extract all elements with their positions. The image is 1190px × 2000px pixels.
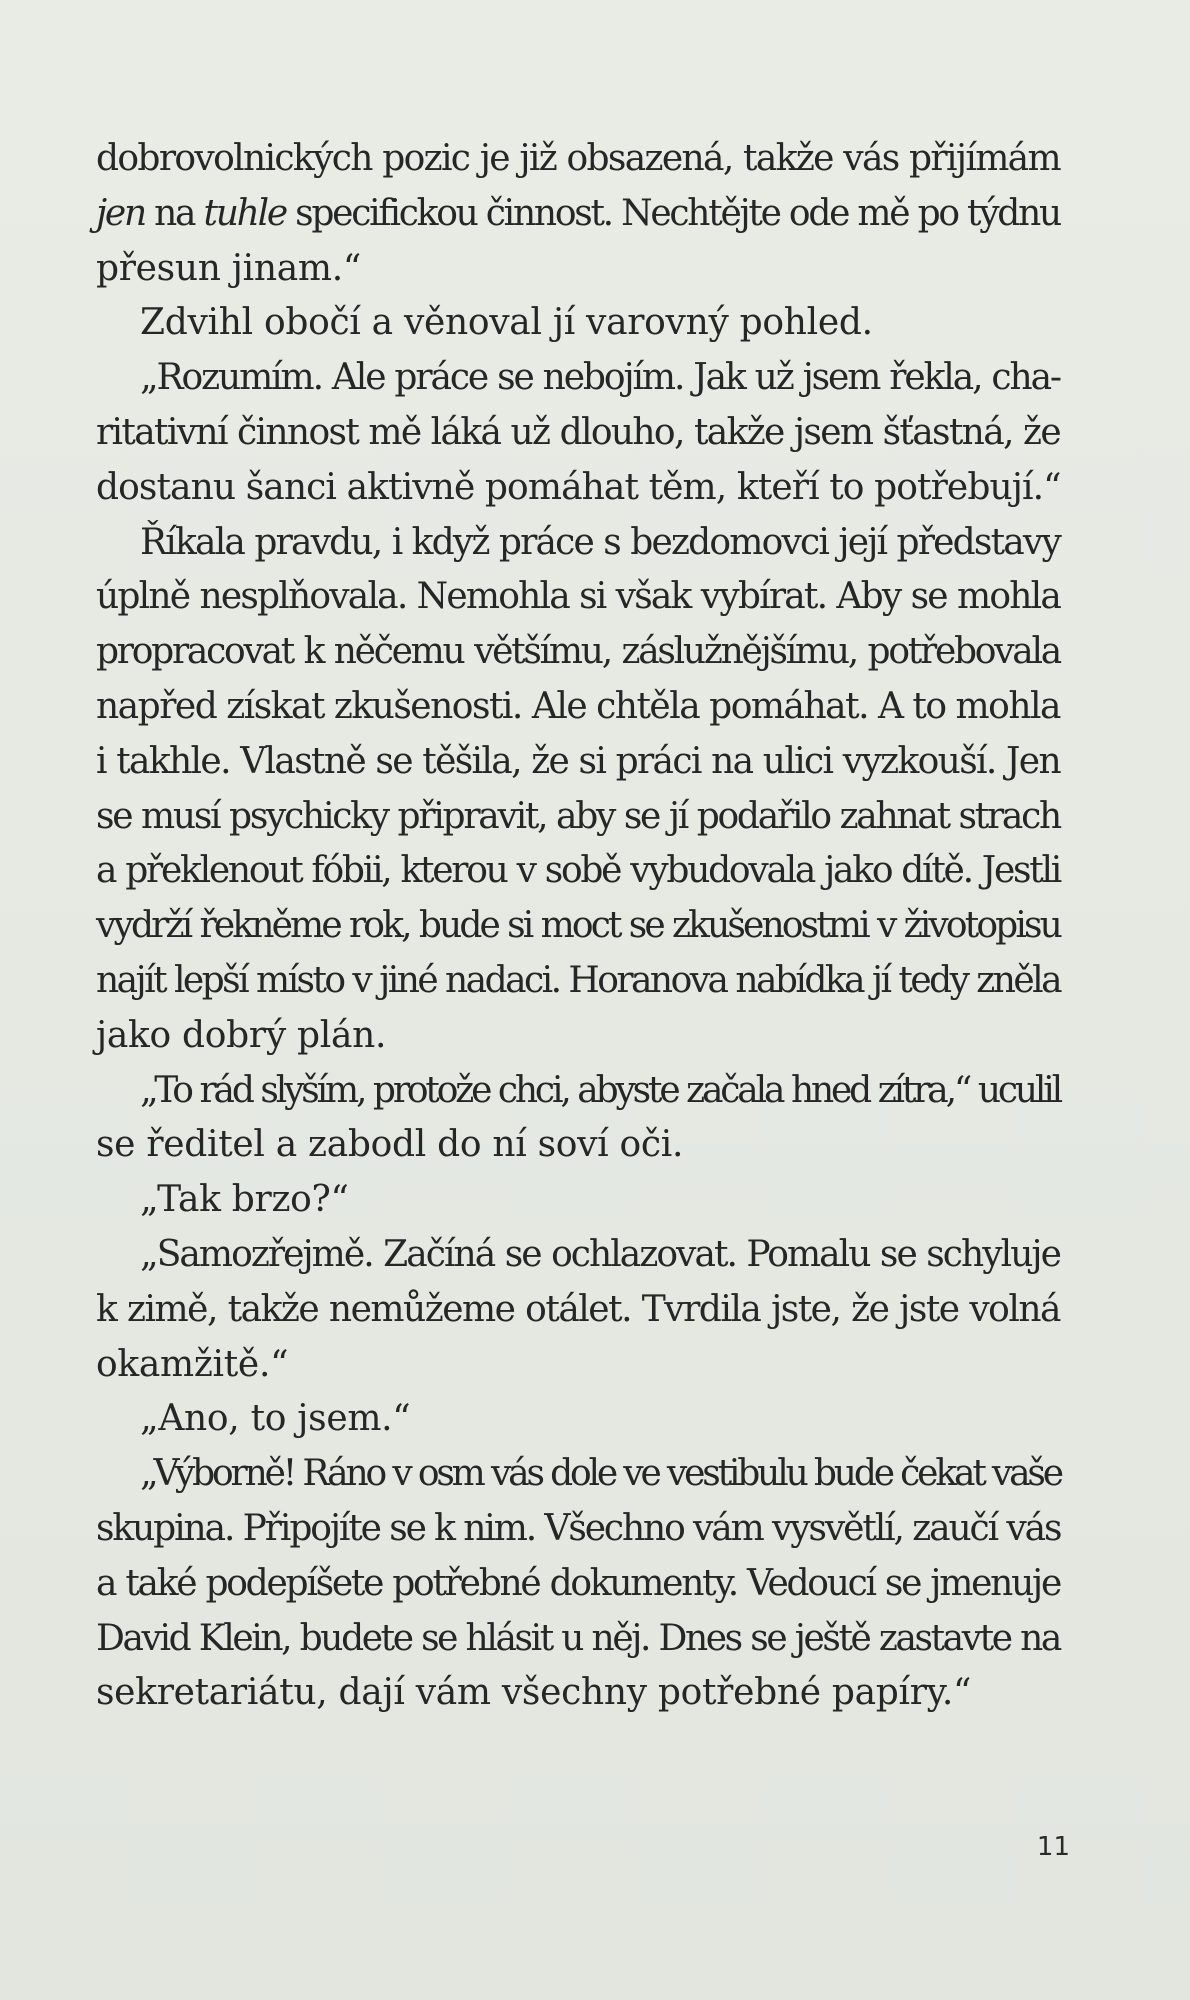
text-line: se ředitel a zabodl do ní soví oči. xyxy=(96,1124,684,1166)
text-line: David Klein, budete se hlásit u něj. Dnes se ještě zastavte na xyxy=(96,1617,1060,1659)
text-line: skupina. Připojíte se k nim. Všechno vám vysvětlí, zaučí vás xyxy=(96,1507,1061,1549)
text-line xyxy=(96,187,1060,242)
text-line: dostanu šanci aktivně pomáhat těm, kteří to potřebují.“ xyxy=(96,466,1061,508)
text-line: a překlenout fóbii, kterou v sobě vybudovala jako dítě. Jestli xyxy=(96,850,1060,892)
italic-word: jen xyxy=(96,192,145,234)
text-line: napřed získat zkušenosti. Ale chtěla pomáhat. A to mohla xyxy=(96,685,1060,727)
text-line: dobrovolnických pozic je již obsazená, takže vás přijímám xyxy=(96,138,1060,179)
text-line: „To rád slyším, protože chci, abyste začala hned zítra,“ uculil xyxy=(140,1069,1060,1111)
body-text xyxy=(96,132,1060,1721)
text-line: Říkala pravdu, i když práce s bezdomovci její představy xyxy=(140,521,1060,563)
text-line: k zimě, takže nemůžeme otálet. Tvrdila jste, že jste volná xyxy=(96,1288,1060,1330)
text-line: „Tak brzo?“ xyxy=(140,1179,349,1221)
text-fragment: na xyxy=(154,192,195,234)
text-line: „Výborně! Ráno v osm vás dole ve vestibulu bude čekat vaše xyxy=(140,1453,1061,1495)
text-line: i takhle. Vlastně se těšila, že si práci na ulici vyzkouší. Jen xyxy=(96,740,1060,782)
text-line: ritativní činnost mě láká už dlouho, takže jsem šťastná, že xyxy=(96,411,1060,453)
text-line: „Rozumím. Ale práce se nebojím. Jak už jsem řekla, cha- xyxy=(140,357,1060,399)
text-line: okamžitě.“ xyxy=(96,1343,289,1385)
text-line: vydrží řekněme rok, bude si moct se zkušenostmi v životopisu xyxy=(96,905,1060,947)
page-number: 11 xyxy=(1036,1832,1070,1862)
italic-word: tuhle xyxy=(203,192,286,234)
text-line: najít lepší místo v jiné nadaci. Horanova nabídka jí tedy zněla xyxy=(96,959,1060,1001)
text-line: propracovat k něčemu většímu, záslužnějšímu, potřebovala xyxy=(96,631,1060,673)
text-line: „Ano, to jsem.“ xyxy=(140,1398,411,1440)
text-line: jako dobrý plán. xyxy=(96,1014,387,1056)
text-line: úplně nesplňovala. Nemohla si však vybírat. Aby se mohla xyxy=(96,576,1060,618)
text-line: se musí psychicky připravit, aby se jí podařilo zahnat strach xyxy=(96,795,1060,837)
text-line: přesun jinam.“ xyxy=(96,247,361,289)
text-line: a také podepíšete potřebné dokumenty. Vedoucí se jmenuje xyxy=(96,1562,1060,1604)
text-line: Zdvihl obočí a věnoval jí varovný pohled. xyxy=(140,302,873,344)
text-fragment: specifickou činnost. Nechtějte ode mě po týdnu xyxy=(295,192,1060,234)
text-line: „Samozřejmě. Začíná se ochlazovat. Pomalu se schyluje xyxy=(140,1233,1060,1275)
text-line: sekretariátu, dají vám všechny potřebné papíry.“ xyxy=(96,1672,972,1714)
